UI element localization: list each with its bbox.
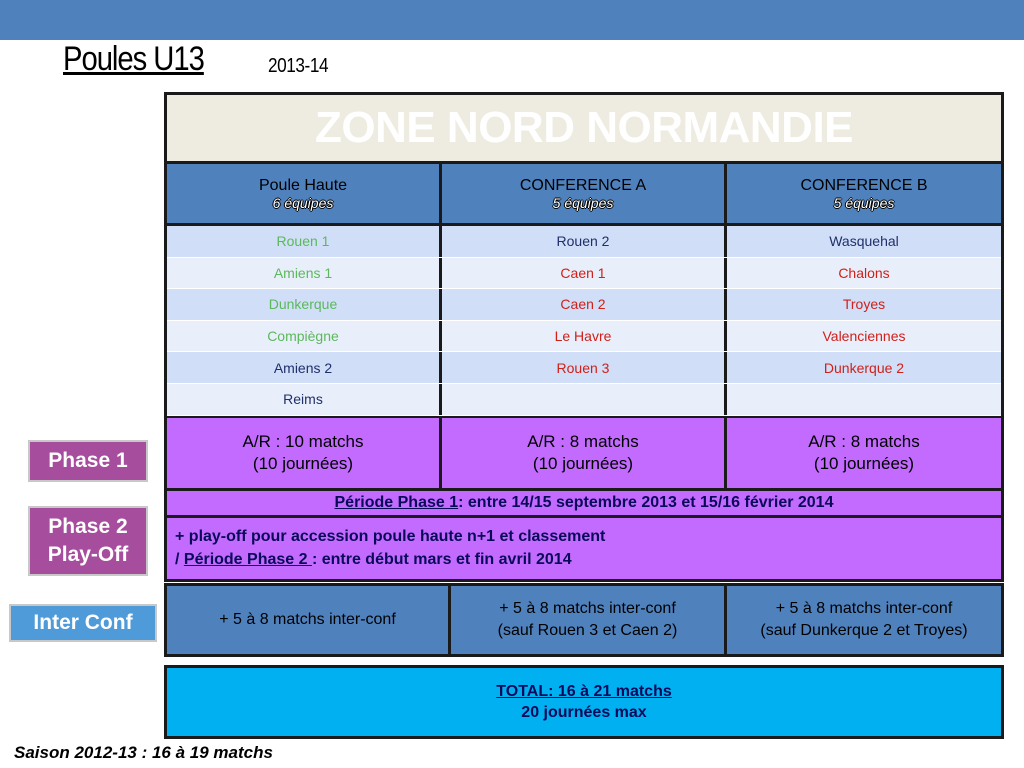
pools-table bbox=[164, 164, 1004, 582]
column-subtitle: 5 équipes bbox=[552, 194, 614, 211]
interconf-label bbox=[9, 604, 157, 642]
phase1-cell bbox=[727, 418, 1001, 488]
period-phase1 bbox=[167, 491, 1001, 518]
column-header-conference-b bbox=[727, 164, 1001, 223]
team-cell: Dunkerque bbox=[167, 289, 442, 320]
interconf-line1: + 5 à 8 matchs inter-conf bbox=[775, 600, 953, 617]
period-phase2 bbox=[167, 518, 1001, 582]
table-row bbox=[167, 321, 1001, 353]
total-box bbox=[164, 665, 1004, 739]
team-cell: Amiens 2 bbox=[167, 352, 442, 383]
phase1-matches: A/R : 8 matchs bbox=[808, 431, 920, 451]
phase1-matches: A/R : 8 matchs bbox=[527, 431, 639, 451]
team-cell: Compiègne bbox=[167, 321, 442, 352]
team-cell: Wasquehal bbox=[727, 226, 1001, 257]
interconf-line1: + 5 à 8 matchs inter-conf bbox=[499, 600, 676, 617]
column-title: Poule Haute bbox=[258, 176, 348, 194]
phase1-cell bbox=[442, 418, 727, 488]
interconf-line2: (sauf Rouen 3 et Caen 2) bbox=[497, 622, 678, 639]
column-title: CONFERENCE B bbox=[800, 176, 928, 194]
phase1-cell bbox=[167, 418, 442, 488]
team-cell: Rouen 1 bbox=[167, 226, 442, 257]
title-main: Poules U13 bbox=[63, 40, 204, 78]
team-cell: Reims bbox=[167, 384, 442, 415]
table-row bbox=[167, 352, 1001, 384]
table-row bbox=[167, 258, 1001, 290]
team-cell: Caen 2 bbox=[442, 289, 727, 320]
total-rounds: 20 journées max bbox=[521, 704, 647, 721]
column-title: CONFERENCE A bbox=[519, 176, 647, 194]
team-cell: Troyes bbox=[727, 289, 1001, 320]
column-subtitle: 5 équipes bbox=[833, 194, 895, 211]
period-phase2-prefix: / bbox=[175, 551, 184, 569]
interconf-cell bbox=[451, 586, 727, 654]
zone-title: ZONE NORD NORMANDIE bbox=[314, 103, 854, 152]
team-cell: Dunkerque 2 bbox=[727, 352, 1001, 383]
phase1-matches: A/R : 10 matchs bbox=[242, 431, 364, 451]
interconf-line1: + 5 à 8 matchs inter-conf bbox=[219, 611, 396, 628]
period-phase2-text: : entre début mars et fin avril 2014 bbox=[311, 551, 572, 569]
team-cell-empty bbox=[442, 384, 727, 415]
phase1-label bbox=[28, 440, 148, 482]
interconf-row bbox=[164, 583, 1004, 657]
team-cell: Amiens 1 bbox=[167, 258, 442, 289]
phase2-label-line1: Phase 2 bbox=[48, 515, 128, 538]
team-cell: Caen 1 bbox=[442, 258, 727, 289]
phase1-row bbox=[167, 416, 1001, 491]
footer-note: Saison 2012-13 : 16 à 19 matchs bbox=[14, 743, 273, 762]
team-cell: Rouen 3 bbox=[442, 352, 727, 383]
table-header-row bbox=[167, 164, 1001, 226]
phase2-label-line2: Play-Off bbox=[47, 543, 129, 566]
interconf-cell bbox=[727, 586, 1001, 654]
period-phase1-text: : entre 14/15 septembre 2013 et 15/16 février 2014 bbox=[458, 493, 834, 511]
table-row bbox=[167, 226, 1001, 258]
phase1-rounds: (10 journées) bbox=[813, 453, 915, 473]
page-title bbox=[63, 40, 329, 84]
interconf-line2: (sauf Dunkerque 2 et Troyes) bbox=[760, 622, 968, 639]
total-matches: TOTAL: 16 à 21 matchs bbox=[496, 683, 672, 700]
table-row bbox=[167, 289, 1001, 321]
column-subtitle: 6 équipes bbox=[272, 194, 334, 211]
team-cell-empty bbox=[727, 384, 1001, 415]
interconf-label-text: Inter Conf bbox=[33, 611, 133, 634]
period-phase1-label: Période Phase 1 bbox=[334, 493, 459, 511]
phase1-rounds: (10 journées) bbox=[252, 453, 354, 473]
team-cell: Valenciennes bbox=[727, 321, 1001, 352]
interconf-cell bbox=[167, 586, 451, 654]
period-phase2-line1: + play-off pour accession poule haute n+1 et classement bbox=[175, 528, 606, 546]
table-row bbox=[167, 384, 1001, 416]
team-cell: Chalons bbox=[727, 258, 1001, 289]
team-cell: Rouen 2 bbox=[442, 226, 727, 257]
phase1-rounds: (10 journées) bbox=[532, 453, 634, 473]
team-cell: Le Havre bbox=[442, 321, 727, 352]
zone-header bbox=[164, 92, 1004, 164]
column-header-poule-haute bbox=[167, 164, 442, 223]
period-phase2-label: Période Phase 2 bbox=[183, 551, 312, 569]
period-phase2-line2 bbox=[175, 548, 1001, 571]
title-year: 2013-14 bbox=[268, 55, 329, 77]
column-header-conference-a bbox=[442, 164, 727, 223]
phase2-label bbox=[28, 506, 148, 576]
top-banner bbox=[0, 0, 1024, 40]
phase1-label-text: Phase 1 bbox=[48, 449, 128, 472]
